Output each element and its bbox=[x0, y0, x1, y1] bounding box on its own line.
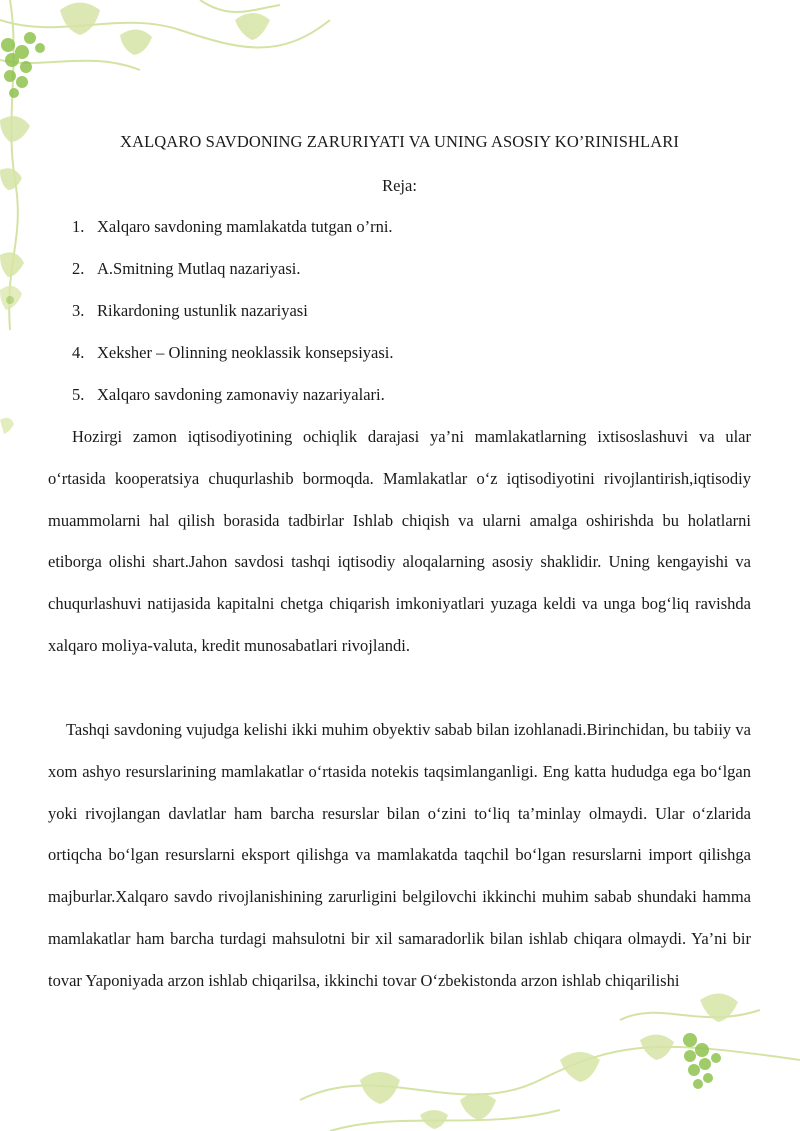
bottom-right-vine bbox=[300, 1010, 800, 1131]
document-title: XALQARO SAVDONING ZARURIYATI VA UNING ASOSIY KO’RINISHLARI bbox=[120, 132, 679, 151]
plan-item bbox=[72, 258, 394, 300]
plan-item-number: 4. bbox=[72, 343, 85, 362]
plan-item-number: 3. bbox=[72, 301, 85, 320]
bottom-right-leaves bbox=[360, 993, 738, 1129]
plan-item bbox=[72, 216, 394, 258]
plan-item-text: Xeksher – Olinning neoklassik konsepsiyasi. bbox=[97, 343, 394, 362]
plan-item-text: Xalqaro savdoning zamonaviy nazariyalari. bbox=[97, 385, 385, 404]
body-paragraph-1: Hozirgi zamon iqtisodiyotining ochiqlik darajasi ya’ni mamlakatlarning ixtisoslashuvi va ular o‘rtasida kooperatsiya chuqurlashib bormoqda. Mamlakatlar o‘z iqtisodiyotini rivojlantirish,iqtisodiy muammolarni hal qilish borasida tadbirlar Ishlab chiqish va ularni amalga oshirishda bu holatlarni etiborga olishi shart.Jahon savdosi tashqi iqtisodiy aloqalarning asosiy shaklidir. Uning kengayishi va chuqurlashuvi natijasida kapitalni chetga chiqarish imkoniyatlari yuzaga keldi va unga bog‘liq ravishda xalqaro moliya-valuta, kredit munosabatlari rivojlandi. bbox=[48, 427, 751, 655]
plan-item-number: 2. bbox=[72, 259, 85, 278]
top-left-grapes bbox=[1, 32, 45, 98]
plan-item-number: 5. bbox=[72, 385, 85, 404]
bottom-right-grapes bbox=[683, 1033, 721, 1089]
plan-item-text: Xalqaro savdoning mamlakatda tutgan o’rni. bbox=[97, 217, 393, 236]
left-edge-leaves bbox=[0, 286, 22, 434]
plan-item bbox=[72, 300, 394, 342]
plan-item-text: Rikardoning ustunlik nazariyasi bbox=[97, 301, 308, 320]
body-paragraph-2: Tashqi savdoning vujudga kelishi ikki muhim obyektiv sabab bilan izohlanadi.Birinchidan, bu tabiiy va xom ashyo resurslarining mamlakatlar o‘rtasida notekis taqsimlanganligi. Eng katta hududga ega bo‘lgan yoki rivojlangan davlatlar ham barcha resurslar bilan o‘zini to‘liq ta’minlay olmaydi. Ular o‘zlarida ortiqcha bo‘lgan resurslarni eksport qilishga va mamlakatda taqchil bo‘lgan resurslarni import qilishga majburlar.Xalqaro savdo rivojlanishining zarurligini belgilovchi ikkinchi muhim sabab shundaki hamma mamlakatlar ham barcha turdagi mahsulotni bir xil samaradorlik bilan ishlab chiqara olmaydi. Ya’ni bir tovar Yaponiyada arzon ishlab chiqarilsa, ikkinchi tovar O‘zbekistonda arzon ishlab chiqarilishi bbox=[48, 720, 751, 990]
plan-item-text: A.Smitning Mutlaq nazariyasi. bbox=[97, 259, 301, 278]
plan-list bbox=[72, 216, 394, 426]
plan-item bbox=[72, 342, 394, 384]
plan-heading: Reja: bbox=[382, 176, 417, 195]
plan-item-number: 1. bbox=[72, 217, 85, 236]
